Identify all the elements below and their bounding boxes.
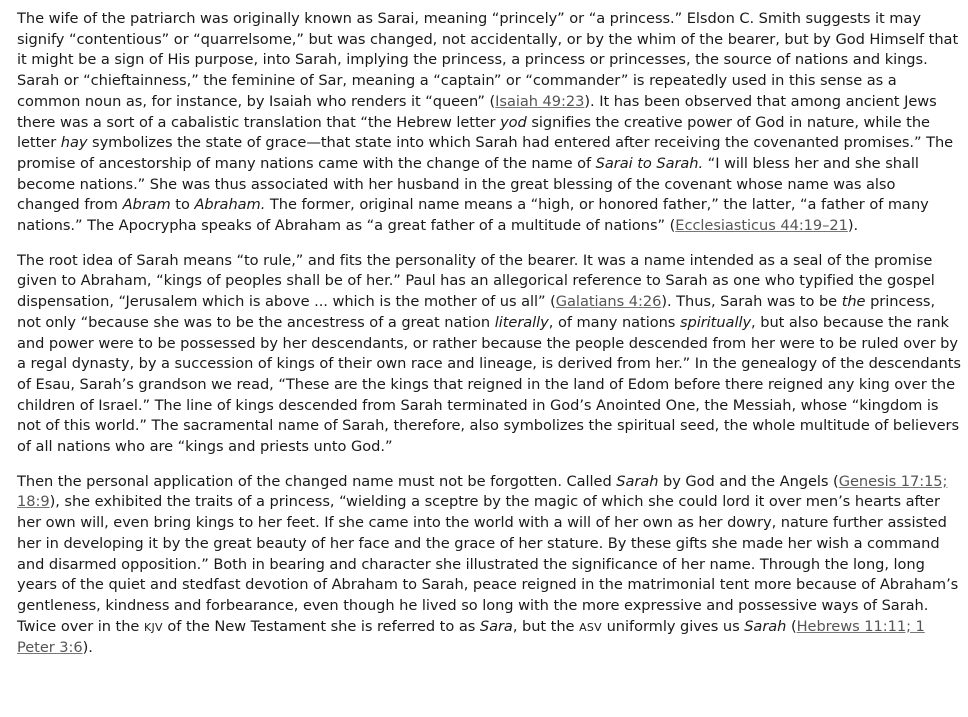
text-run: , of many nations	[548, 313, 680, 331]
italic-text: spiritually	[679, 313, 752, 331]
italic-text: yod	[500, 113, 527, 131]
text-run: Then the personal application of the changed name must not be forgotten. Called	[17, 472, 617, 490]
text-run: , but the	[512, 617, 580, 635]
text-run: uniformly gives us	[602, 617, 745, 635]
ref-isaiah-49-23[interactable]: Isaiah 49:23	[495, 92, 585, 110]
paragraph-2	[17, 251, 962, 458]
ref-hebrews-11-11-1-peter-3-6[interactable]: Hebrews 11:11; 1 Peter 3:6	[17, 617, 925, 657]
text-run: ).	[847, 217, 859, 235]
text-run: “I will bless her and she shall become nations.” She was thus associated with her husband in the great blessing of the covenant whose name was also changed from	[17, 154, 919, 214]
italic-text: hay	[60, 134, 88, 152]
ref-ecclesiasticus-44-19-21[interactable]: Ecclesiasticus 44:19–21	[675, 217, 848, 235]
text-run: ). It has been observed that among ancient Jews there was a sort of a cabalistic translation that “the Hebrew letter	[17, 92, 937, 131]
italic-text: Sarah	[744, 617, 787, 635]
paragraph-3	[17, 472, 962, 659]
text-run: ), she exhibited the traits of a princess, “wielding a sceptre by the magic of which she could lord it over men’s hearts after her own will, even bring kings to her feet. If she came into the world with a will of her own as her dowry, nature further assisted her in developing it by the great beauty of her face and the grace of her stature. By these gifts she made her wish a command and disarmed opposition.” Both in bearing and character she illustrated the significance of her name. Through the long, long years of the quiet and stedfast devotion of Abraham to Sarah, peace reigned in the matrimonial tent more because of Abraham’s gentleness, kindness and forbearance, even though he lived so long with the more expressive and possessive ways of Sarah. Twice over in the	[17, 493, 959, 635]
text-run: (	[786, 617, 797, 635]
text-run: ).	[82, 639, 93, 657]
ref-genesis-17-15-18-9[interactable]: Genesis 17:15; 18:9	[17, 472, 948, 511]
italic-text: Sarai to Sarah.	[595, 154, 704, 172]
paragraph-1	[17, 9, 962, 237]
version-abbreviation: KJV	[143, 620, 163, 634]
italic-text: Sara	[479, 617, 513, 635]
ref-galatians-4-26[interactable]: Galatians 4:26	[555, 293, 662, 311]
text-run: ). Thus, Sarah was to be	[661, 293, 842, 311]
text-run: The root idea of Sarah means “to rule,” and fits the personality of the bearer. It was a name intended as a seal of the promise given to Abraham, “kings of peoples shall be of her.” Paul has an allegorical reference to Sarah as one who typified the gospel dispensation, “Jerusalem which is above ... which is the mother of us all” (	[17, 251, 935, 311]
italic-text: the	[841, 293, 866, 311]
text-run: of the New Testament she is referred to as	[162, 617, 480, 635]
text-run: by God and the Angels (	[658, 472, 839, 490]
article-body	[17, 9, 962, 659]
text-run: to	[170, 196, 195, 214]
text-run: The wife of the patriarch was originally known as Sarai, meaning “princely” or “a princess.” Elsdon C. Smith suggests it may signify “contentious” or “quarrelsome,” but was changed, not accidentally, or by the whim of the bearer, but by God Himself that it might be a sign of His purpose, into Sarah, implying the princess, a princess or princesses, the source of nations and kings. Sarah or “chieftainness,” the feminine of Sar, meaning a “captain” or “commander” is repeatedly used in this sense as a common noun as, for instance, by Isaiah who renders it “queen” (	[17, 10, 959, 110]
italic-text: Abram	[122, 196, 171, 214]
text-run: princess, not only “because she was to be the ancestress of a great nation	[17, 293, 936, 331]
text-run: , but also because the rank and power were to be possessed by her descendants, or rather because the people descended from her were to be ruled over by a regal dynasty, by a succession of kings of their own race and lineage, is derived from her.” In the genealogy of the descendants of Esau, Sarah’s grandson we read, “These are the kings that reigned in the land of Edom before there reigned any king over the children of Israel.” The line of kings descended from Sarah terminated in God’s Anointed One, the Messiah, whose “kingdom is not of this world.” The sacramental name of Sarah, therefore, also symbolizes the spiritual seed, the whole multitude of believers of all nations who are “kings and priests unto God.”	[17, 313, 961, 456]
italic-text: literally	[494, 313, 549, 331]
italic-text: Sarah	[616, 472, 659, 490]
version-abbreviation: ASV	[579, 620, 602, 634]
text-run: signifies the creative power of God in nature, while the letter	[17, 113, 930, 152]
text-run: symbolizes the state of grace—that state into which Sarah had entered after receiving the covenanted promises.” The promise of ancestorship of many nations came with the change of the name of	[17, 134, 954, 172]
text-run: The former, original name means a “high, or honored father,” the latter, “a father of many nations.” The Apocrypha speaks of Abraham as “a great father of a multitude of nations” (	[17, 196, 929, 235]
italic-text: Abraham.	[194, 196, 266, 214]
